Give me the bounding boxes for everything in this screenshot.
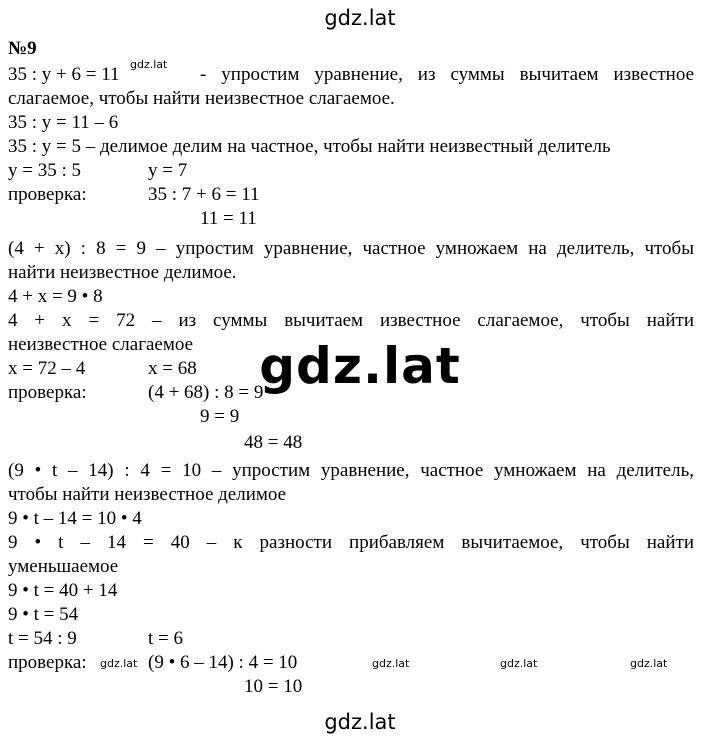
ex1-check-2: 11 = 11 bbox=[200, 208, 257, 229]
ex2-line-5: неизвестное слагаемое bbox=[8, 334, 194, 355]
watermark-inline: gdz.lat bbox=[130, 58, 168, 71]
ex3-line-5: уменьшаемое bbox=[8, 556, 119, 577]
ex1-line-5a: y = 35 : 5 bbox=[8, 160, 81, 181]
ex3-check-2: 10 = 10 bbox=[244, 676, 303, 697]
ex2-check-1: (4 + 68) : 8 = 9 bbox=[148, 382, 264, 403]
ex2-line-3: 4 + x = 9 • 8 bbox=[8, 286, 103, 307]
watermark-center: gdz.lat bbox=[259, 337, 461, 395]
ex3-check-1: (9 • 6 – 14) : 4 = 10 bbox=[148, 652, 298, 673]
ex2-line-6a: x = 72 – 4 bbox=[8, 358, 86, 379]
ex3-line-6: 9 • t = 40 + 14 bbox=[8, 580, 118, 601]
ex2-line-2: найти неизвестное делимое. bbox=[8, 262, 237, 283]
ex1-line-3: 35 : y = 11 – 6 bbox=[8, 112, 119, 133]
exercise-title: №9 bbox=[8, 38, 37, 59]
ex2-check-2: 9 = 9 bbox=[200, 406, 240, 427]
ex1-line-1-equation: 35 : y + 6 = 11 bbox=[8, 64, 120, 85]
ex1-line-2: слагаемое, чтобы найти неизвестное слагаемое. bbox=[8, 88, 395, 109]
watermark-row-2: gdz.lat bbox=[372, 657, 410, 670]
ex2-check-3: 48 = 48 bbox=[244, 432, 303, 453]
ex1-line-4: 35 : y = 5 – делимое делим на частное, чтобы найти неизвестный делитель bbox=[8, 136, 611, 157]
ex3-line-2: чтобы найти неизвестное делимое bbox=[8, 484, 287, 505]
ex3-line-8a: t = 54 : 9 bbox=[8, 628, 77, 649]
watermark-row-3: gdz.lat bbox=[500, 657, 538, 670]
ex3-line-7: 9 • t = 54 bbox=[8, 604, 79, 625]
watermark-bottom: gdz.lat bbox=[324, 710, 396, 734]
watermark-row-1: gdz.lat bbox=[100, 657, 138, 670]
ex3-line-3: 9 • t – 14 = 10 • 4 bbox=[8, 508, 142, 529]
ex3-line-8b: t = 6 bbox=[148, 628, 183, 649]
ex3-line-4: 9 • t – 14 = 40 – к разности прибавляем вычитаемое, чтобы найти bbox=[8, 532, 694, 553]
ex3-line-1: (9 • t – 14) : 4 = 10 – упростим уравнение, частное умножаем на делитель, bbox=[8, 460, 694, 481]
ex1-check-1: 35 : 7 + 6 = 11 bbox=[148, 184, 260, 205]
watermark-row-4: gdz.lat bbox=[630, 657, 668, 670]
ex2-check-label: проверка: bbox=[8, 382, 87, 403]
ex3-check-label: проверка: bbox=[8, 652, 87, 673]
watermark-top: gdz.lat bbox=[324, 6, 396, 30]
ex1-line-1-text: - упростим уравнение, из суммы вычитаем известное bbox=[200, 64, 694, 85]
ex2-line-4: 4 + x = 72 – из суммы вычитаем известное слагаемое, чтобы найти bbox=[8, 310, 694, 331]
ex2-line-6b: x = 68 bbox=[148, 358, 197, 379]
ex1-check-label: проверка: bbox=[8, 184, 87, 205]
ex2-line-1: (4 + x) : 8 = 9 – упростим уравнение, частное умножаем на делитель, чтобы bbox=[8, 238, 694, 259]
ex1-line-5b: y = 7 bbox=[148, 160, 188, 181]
